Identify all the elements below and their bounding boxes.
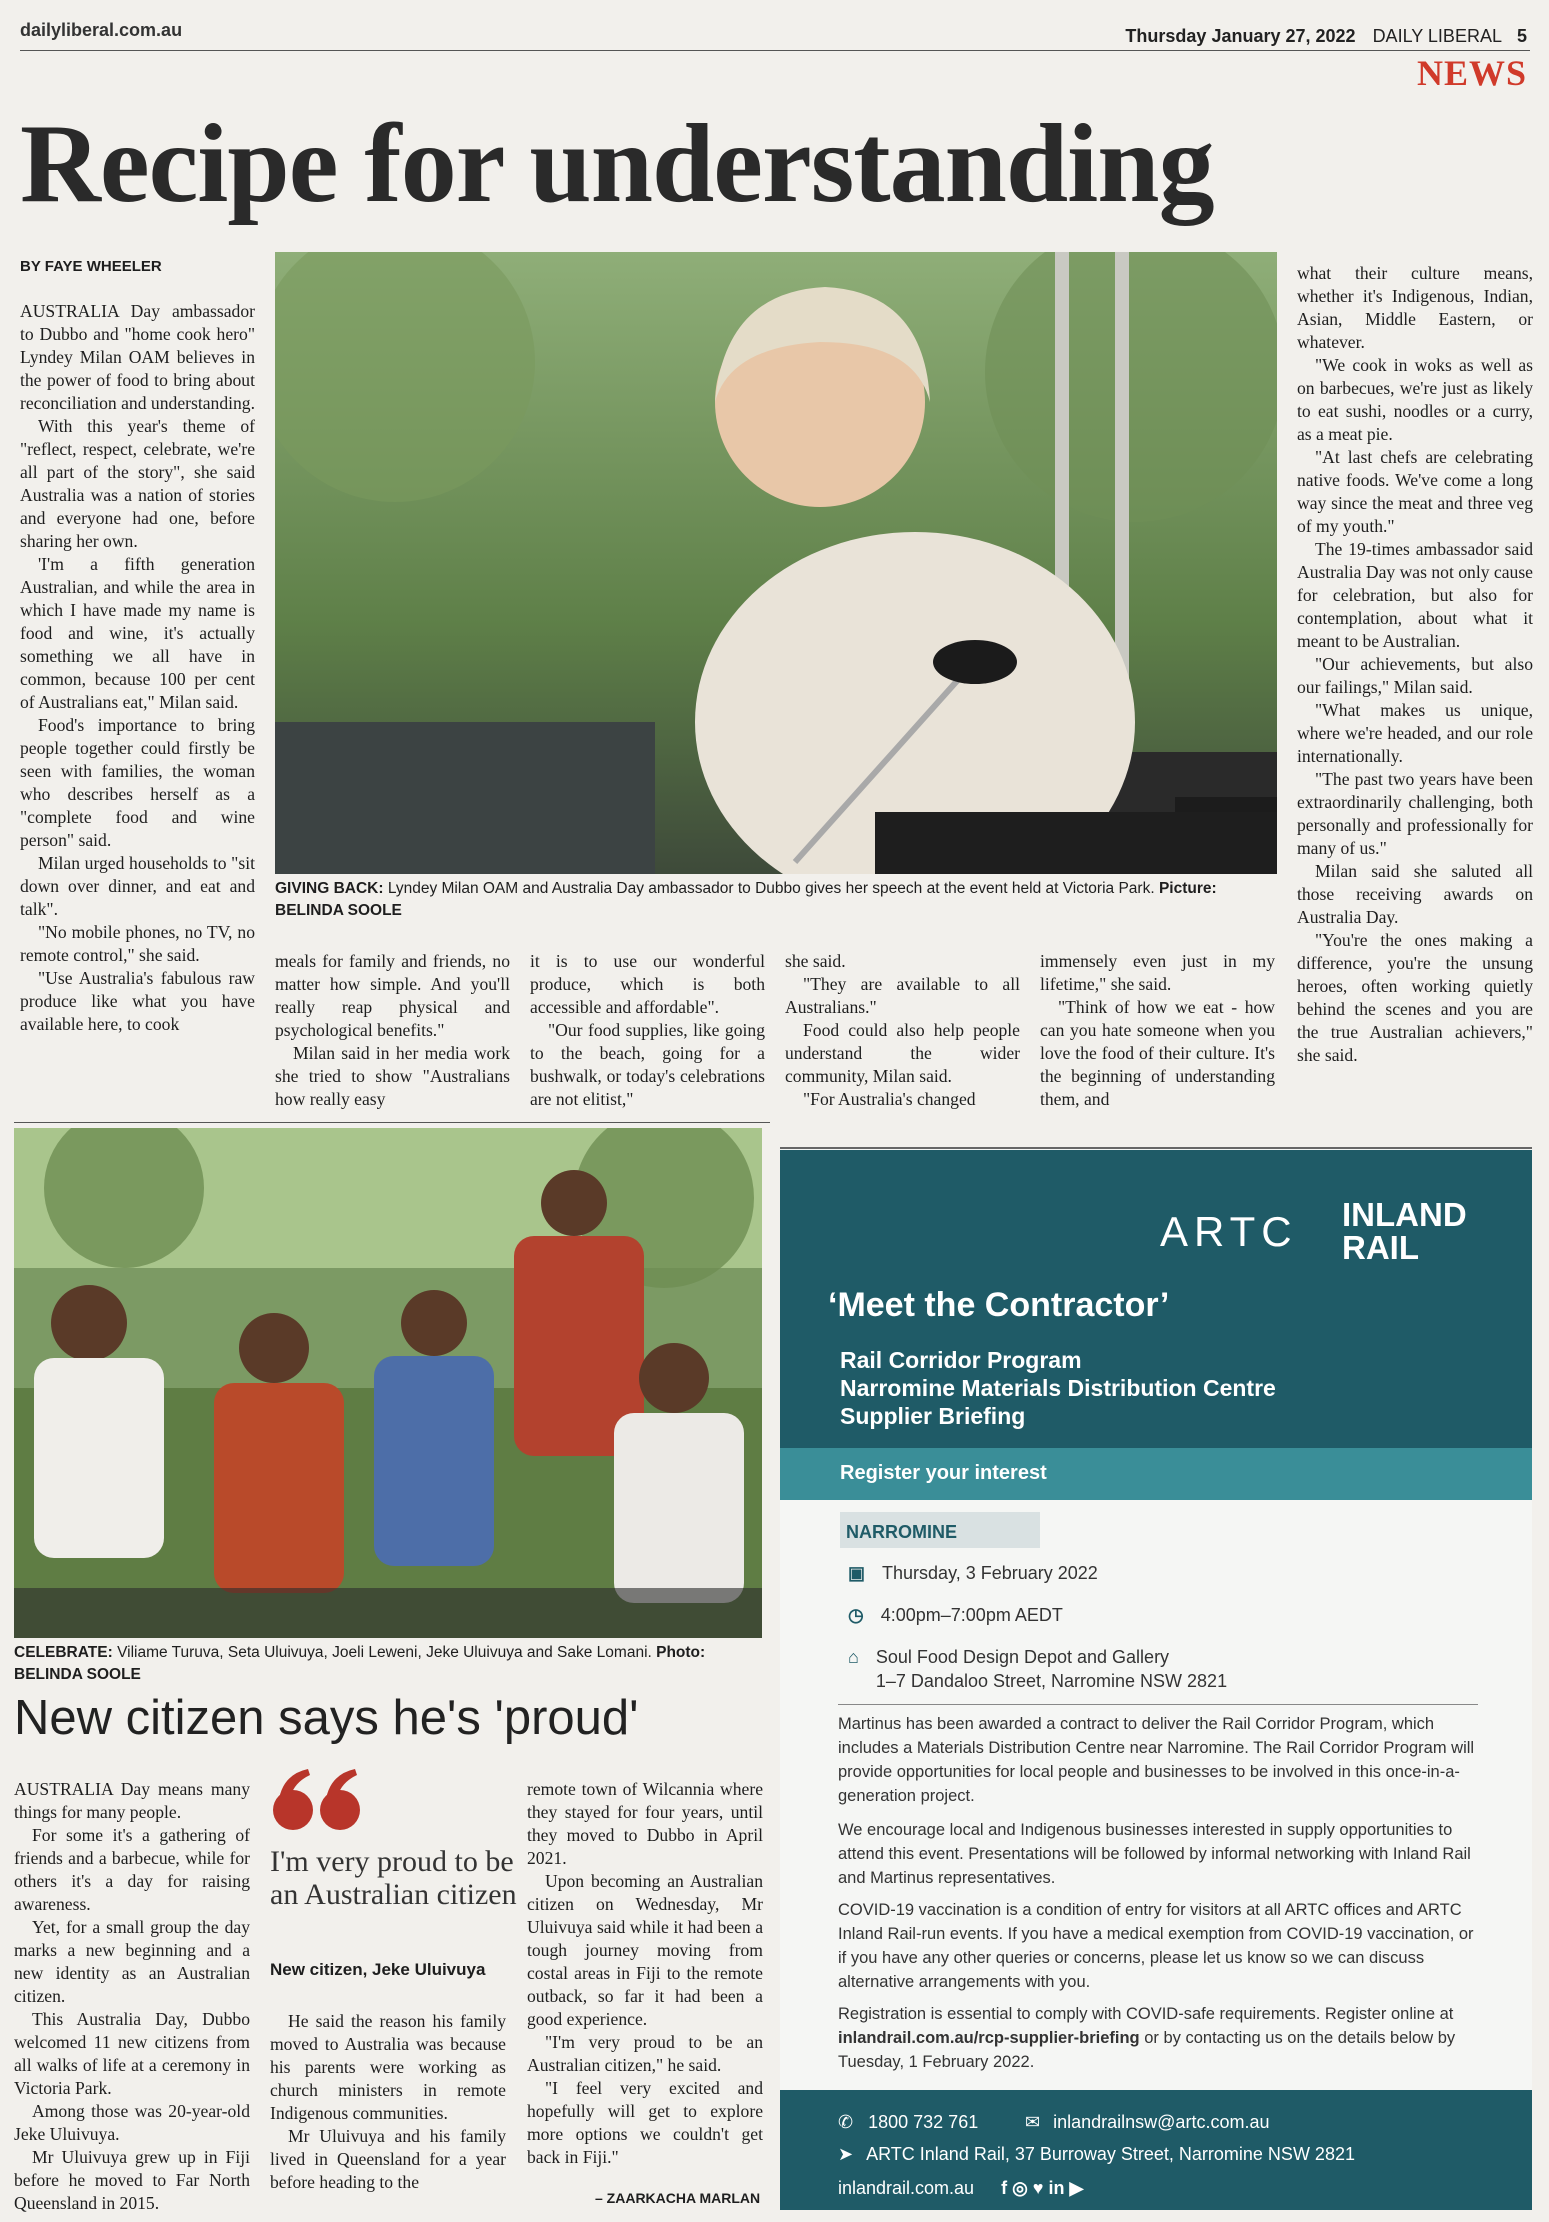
paragraph: Upon becoming an Australian citizen on Wednesday, Mr Uluivuya said while it had been a tough journey moving from costal areas in Fiji to the remote outback, so far it had been a good experience.: [527, 1871, 763, 2029]
contact-address: ARTC Inland Rail, 37 Burroway Street, Narromine NSW 2821: [866, 2144, 1355, 2164]
section-tag: NEWS: [1416, 53, 1527, 93]
article-column-3: [530, 950, 765, 1111]
social-icons[interactable]: f ◎ ♥ in ▶: [1001, 2178, 1084, 2198]
pull-quote: I'm very proud to be an Australian citizen: [270, 1845, 517, 1911]
paragraph: With this year's theme of "reflect, respect, celebrate, we're all part of the story", she said Australia was a nation of stories and everyone had one, before sharing her own.: [20, 416, 255, 551]
event-time-row: [848, 1605, 1063, 1626]
quote-mark-icon: [268, 1765, 368, 1835]
ad-para-text: Registration is essential to comply with COVID-safe requirements. Register online at: [838, 2005, 1454, 2023]
inland-rail-logo: [1342, 1198, 1467, 1264]
clock-icon: ◷: [848, 1605, 864, 1625]
phone-icon: ✆: [838, 2112, 854, 2132]
ad-paragraph-1: Martinus has been awarded a contract to deliver the Rail Corridor Program, which includes a Materials Distribution Centre near Narromine. The Rail Corridor Program will provide opportunities for local people and businesses to be involved in this once-in-a-generation project.: [838, 1715, 1475, 1805]
caption-text: Viliame Turuva, Seta Uluivuya, Joeli Leweni, Jeke Uluivuya and Sake Lomani.: [117, 1644, 652, 1661]
paragraph: "The past two years have been extraordinarily challenging, both personally and professionally for many of us.": [1297, 769, 1533, 858]
paragraph: immensely even just in my lifetime," she said.: [1040, 951, 1275, 994]
paragraph: it is to use our wonderful produce, which is both accessible and affordable".: [530, 951, 765, 1017]
paragraph: The 19-times ambassador said Australia Day was not only cause for celebration, but also for contemplation, about what it meant to be Australian.: [1297, 539, 1533, 651]
paragraph: Milan said she saluted all those receiving awards on Australia Day.: [1297, 861, 1533, 927]
ad-subtitle: Supplier Briefing: [840, 1403, 1026, 1429]
article-author: – ZAARKACHA MARLAN: [595, 2190, 761, 2206]
group-photo: [14, 1128, 762, 1638]
second-column-3: [527, 1778, 763, 2169]
website-link[interactable]: inlandrail.com.au: [838, 2178, 975, 2198]
register-label[interactable]: Register your interest: [840, 1462, 1047, 1484]
event-time: 4:00pm–7:00pm AEDT: [880, 1605, 1063, 1625]
paragraph: she said.: [785, 951, 846, 971]
paragraph: Milan said in her media work she tried to show "Australians how really easy: [275, 1043, 510, 1109]
event-date-row: [848, 1563, 1098, 1584]
paragraph: "At last chefs are celebrating native foods. We've come a long way since the meat and three veg of my youth.": [1297, 447, 1533, 536]
paragraph: Food could also help people understand the wider community, Milan said.: [785, 1020, 1020, 1086]
contact-email[interactable]: inlandrailnsw@artc.com.au: [1053, 2112, 1270, 2132]
paragraph: "Think of how we eat - how can you hate someone when you love the food of their culture. It's the beginning of understanding them, and: [1040, 997, 1275, 1109]
paragraph: AUSTRALIA Day ambassador to Dubbo and "home cook hero" Lyndey Milan OAM believes in the power of food to bring about reconciliation and understanding.: [20, 301, 255, 413]
paragraph: Among those was 20-year-old Jeke Uluivuya.: [14, 2101, 250, 2144]
building-icon: ⌂: [848, 1647, 859, 1667]
issue-date: Thursday January 27, 2022: [1125, 26, 1356, 46]
ad-paragraph-3: COVID-19 vaccination is a condition of entry for visitors at all ARTC offices and ARTC Inland Rail-run events. If you have a medical exemption from COVID-19 vaccination, or if you have any other queries or concerns, please let us know so we can discuss alternative arrangements with you.: [838, 1901, 1474, 1991]
calendar-icon: ▣: [848, 1563, 866, 1583]
header-rule: [20, 50, 1530, 51]
location-icon: ➤: [838, 2144, 854, 2164]
paragraph: "What makes us unique, where we're headed, and our role internationally.: [1297, 700, 1533, 766]
speaker-photo-illustration: [275, 252, 1277, 874]
venue-name: Soul Food Design Depot and Gallery: [875, 1647, 1170, 1667]
paragraph: Food's importance to bring people together could firstly be seen with families, the woman who describes herself as a "complete food and wine person" said.: [20, 715, 255, 850]
contact-web-row: [838, 2178, 1083, 2199]
contact-address-row: [838, 2144, 1355, 2165]
article-column-1: [20, 300, 255, 1036]
ad-title: ‘Meet the Contractor’: [828, 1286, 1170, 1324]
paragraph: what their culture means, whether it's Indigenous, Indian, Asian, Middle Eastern, or whatever.: [1297, 263, 1533, 352]
group-photo-caption: [14, 1642, 754, 1686]
site-url: dailyliberal.com.au: [20, 20, 183, 40]
second-column-1: [14, 1778, 250, 2215]
paragraph: meals for family and friends, no matter how simple. And you'll really reap physical and psychological benefits.": [275, 951, 510, 1040]
ad-subtitle: Rail Corridor Program: [840, 1347, 1082, 1373]
paragraph: 'I'm a fifth generation Australian, and while the area in which I have made my name is food and wine, it's actually something we all have in common, because 100 per cent of Australians eat," Milan said.: [20, 554, 255, 712]
paper-name: DAILY LIBERAL: [1372, 26, 1502, 46]
caption-credit: Picture: BELINDA SOOLE: [275, 880, 1217, 919]
caption-label: GIVING BACK:: [275, 880, 384, 897]
second-headline: New citizen says he's 'proud': [14, 1691, 639, 1745]
issue-info: [1125, 26, 1527, 47]
registration-link[interactable]: inlandrail.com.au/rcp-supplier-briefing: [838, 2029, 1140, 2047]
artc-logo: ARTC: [1160, 1208, 1298, 1255]
second-column-2: [270, 2010, 506, 2194]
caption-text: Lyndey Milan OAM and Australia Day ambassador to Dubbo gives her speech at the event held at Victoria Park.: [387, 880, 1155, 897]
main-photo-caption: [275, 878, 1275, 922]
paragraph: Milan urged households to "sit down over dinner, and eat and talk".: [20, 853, 255, 919]
article-column-2: [275, 950, 510, 1111]
paragraph: "For Australia's changed: [803, 1089, 976, 1109]
paragraph: "Use Australia's fabulous raw produce like what you have available here, to cook: [20, 968, 255, 1034]
ad-subtitle: Narromine Materials Distribution Centre: [840, 1375, 1276, 1401]
paragraph: For some it's a gathering of friends and a barbecue, while for others it's a day for raising awareness.: [14, 1825, 250, 1914]
paragraph: Mr Uluivuya grew up in Fiji before he moved to Far North Queensland in 2015.: [14, 2147, 250, 2213]
article-column-5: [1040, 950, 1275, 1111]
logo-line-1: INLAND: [1342, 1196, 1467, 1233]
group-photo-illustration: [14, 1128, 762, 1638]
venue-address: 1–7 Dandaloo Street, Narromine NSW 2821: [875, 1671, 1228, 1691]
ad-paragraph-2: We encourage local and Indigenous businesses interested in supply opportunities to attend this event. Presentations will be followed by informal networking with Inland Rail and Martinus representatives.: [838, 1821, 1471, 1887]
mail-icon: ✉: [1025, 2112, 1041, 2132]
main-headline: Recipe for understanding: [20, 102, 1214, 226]
main-photo: [275, 252, 1277, 874]
section-rule: [14, 1122, 770, 1123]
contact-phone-row: [838, 2112, 978, 2133]
paragraph: "We cook in woks as well as on barbecues, we're just as likely to eat sushi, noodles or a curry, as a meat pie.: [1297, 355, 1533, 444]
caption-label: CELEBRATE:: [14, 1644, 113, 1661]
paragraph: Yet, for a small group the day marks a new beginning and a new identity as an Australian citizen.: [14, 1917, 250, 2006]
paragraph: This Australia Day, Dubbo welcomed 11 new citizens from all walks of life at a ceremony in Victoria Park.: [14, 2009, 250, 2098]
article-column-6: [1297, 262, 1533, 1067]
paragraph: "Our food supplies, like going to the beach, going for a bushwalk, or today's celebrations are not elitist,": [530, 1020, 765, 1109]
ad-paragraph-4: [838, 2002, 1478, 2074]
paragraph: remote town of Wilcannia where they stayed for four years, until they moved to Dubbo in April 2021.: [527, 1779, 763, 1868]
article-column-4: [785, 950, 1020, 1111]
paragraph: "I'm very proud to be an Australian citizen," he said.: [527, 2032, 763, 2075]
paragraph: "They are available to all Australians.": [785, 974, 1020, 1017]
byline: BY FAYE WHEELER: [20, 258, 162, 275]
paragraph: "No mobile phones, no TV, no remote control," she said.: [20, 922, 255, 965]
ad-subtitles: [840, 1346, 1276, 1430]
contact-email-row: [1025, 2112, 1269, 2133]
event-venue-row: [848, 1645, 1227, 1693]
ad-divider: [838, 1704, 1478, 1705]
event-date: Thursday, 3 February 2022: [882, 1563, 1098, 1583]
paragraph: He said the reason his family moved to Australia was because his parents were working as church ministers in remote Indigenous communities.: [270, 2011, 506, 2123]
pull-quote-attribution: New citizen, Jeke Uluivuya: [270, 1960, 486, 1979]
paragraph: "You're the ones making a difference, you're the unsung heroes, often working quietly behind the scenes and you are the true Australian achievers," she said.: [1297, 930, 1533, 1065]
paragraph: Mr Uluivuya and his family lived in Queensland for a year before heading to the: [270, 2126, 506, 2192]
location-heading: NARROMINE: [846, 1522, 957, 1542]
logo-line-2: RAIL: [1342, 1229, 1419, 1266]
ad-para-text: or by contacting us on the details below by Tuesday, 1 February 2022.: [838, 2029, 1456, 2071]
paragraph: AUSTRALIA Day means many things for many people.: [14, 1779, 250, 1822]
caption-credit: Photo: BELINDA SOOLE: [14, 1644, 706, 1683]
paragraph: "Our achievements, but also our failings," Milan said.: [1297, 654, 1533, 697]
page-number: 5: [1516, 26, 1527, 46]
paragraph: "I feel very excited and hopefully will get to explore more options we couldn't get back in Fiji.": [527, 2078, 763, 2167]
contact-phone[interactable]: 1800 732 761: [868, 2112, 979, 2132]
